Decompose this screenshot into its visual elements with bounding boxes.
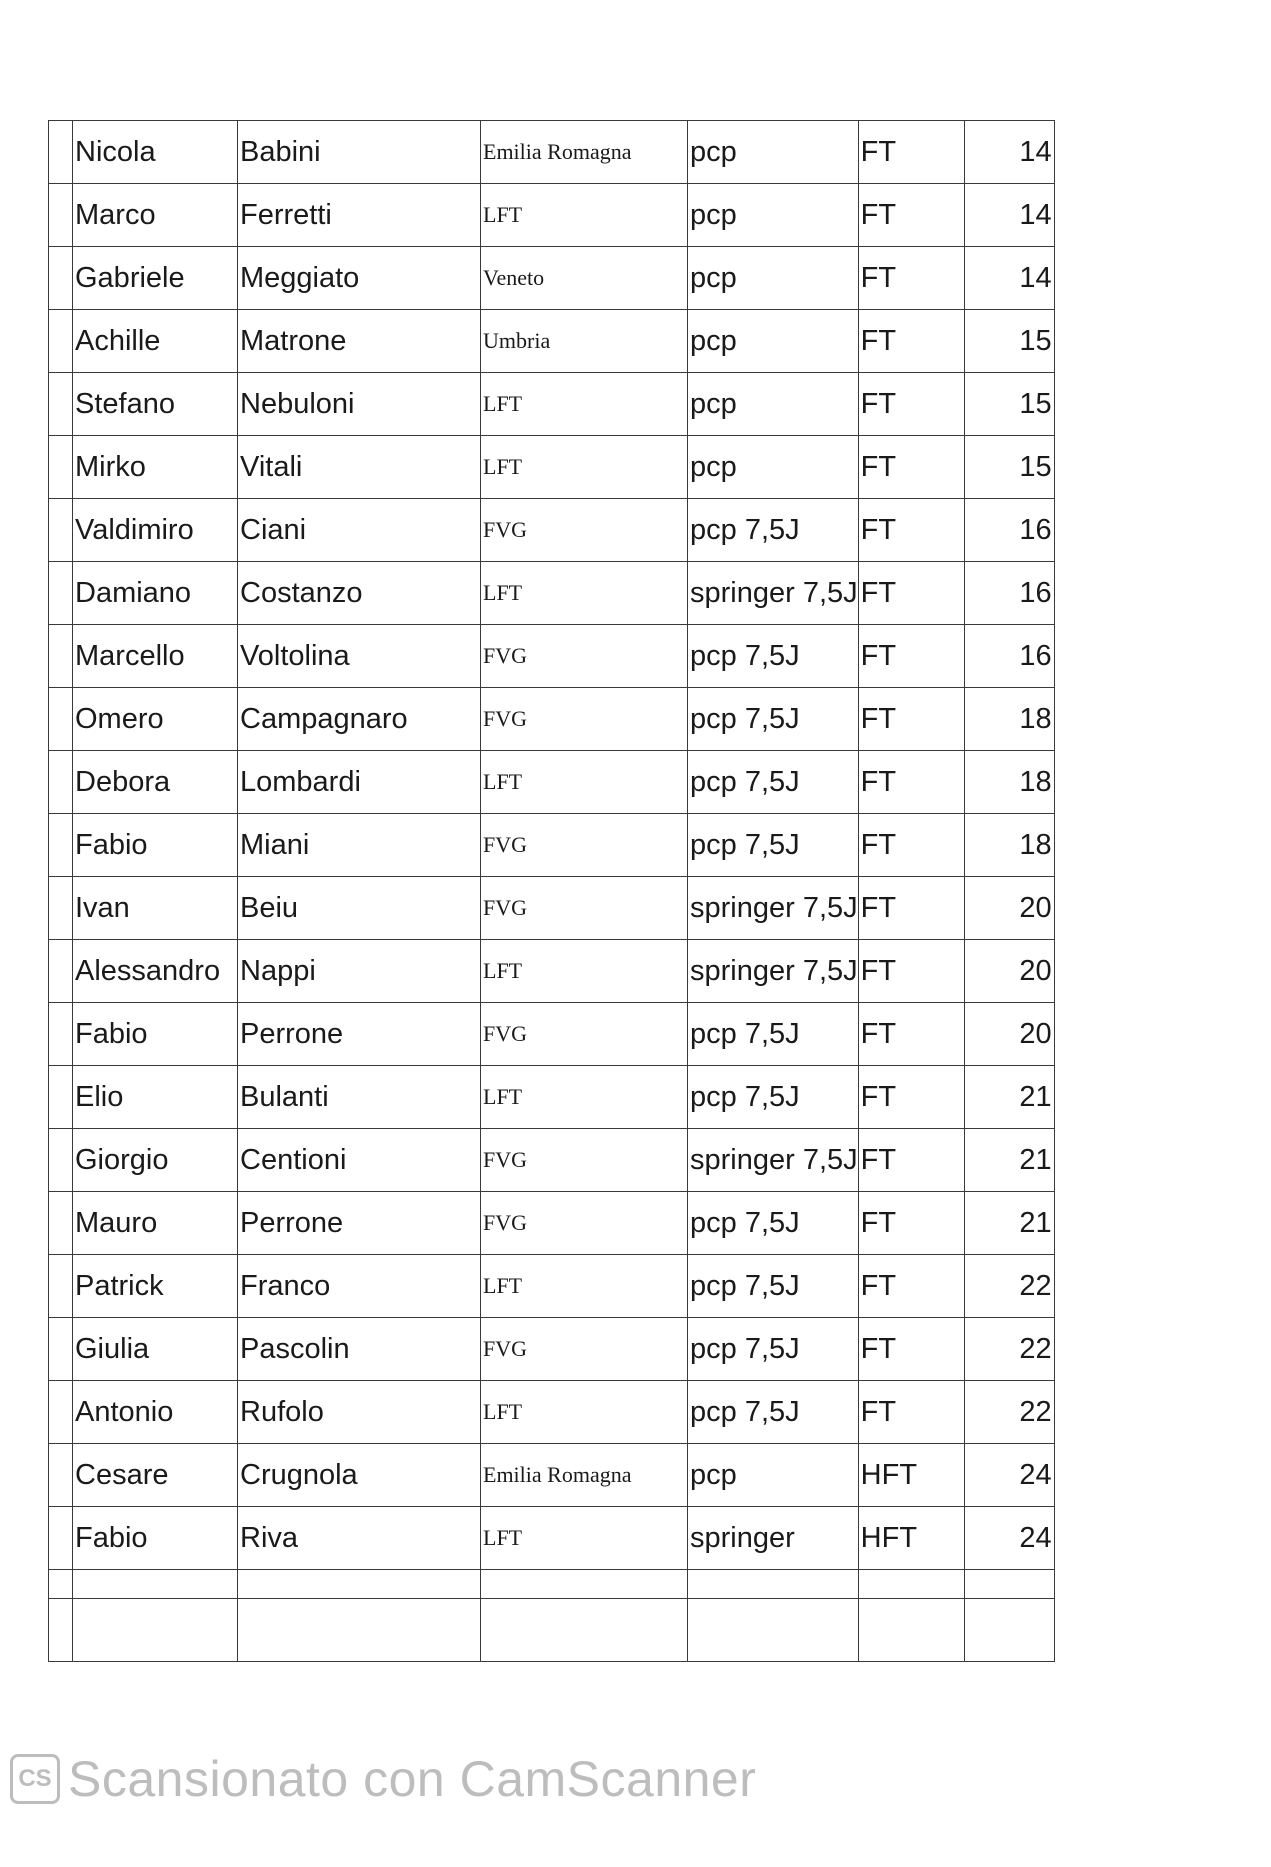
table-row [49, 373, 1055, 436]
first-name-cell: Alessandro [73, 940, 238, 1003]
table-row [49, 1507, 1055, 1570]
index-cell [49, 247, 73, 310]
table-row [49, 1003, 1055, 1066]
table-row [49, 1381, 1055, 1444]
weapon-cell: pcp [688, 184, 859, 247]
table-row [49, 247, 1055, 310]
weapon-cell: pcp [688, 247, 859, 310]
first-name-cell: Marcello [73, 625, 238, 688]
index-cell [49, 751, 73, 814]
weapon-cell: pcp 7,5J [688, 688, 859, 751]
value-cell: 15 [964, 310, 1054, 373]
weapon-cell: springer 7,5J [688, 877, 859, 940]
index-cell [49, 1507, 73, 1570]
index-cell [49, 184, 73, 247]
index-cell [49, 310, 73, 373]
watermark-text: Scansionato con CamScanner [68, 1751, 757, 1807]
last-name-cell: Ferretti [238, 184, 481, 247]
results-table [48, 120, 1055, 1662]
value-cell: 24 [964, 1444, 1054, 1507]
last-name-cell: Perrone [238, 1192, 481, 1255]
category-cell: FT [858, 184, 964, 247]
region-cell: LFT [481, 562, 688, 625]
empty-cell [688, 1570, 859, 1599]
camscanner-logo-icon: CS [10, 1754, 60, 1804]
table-row [49, 1255, 1055, 1318]
last-name-cell: Beiu [238, 877, 481, 940]
weapon-cell: pcp 7,5J [688, 1066, 859, 1129]
value-cell: 20 [964, 940, 1054, 1003]
first-name-cell: Omero [73, 688, 238, 751]
region-cell: Emilia Romagna [481, 1444, 688, 1507]
category-cell: FT [858, 625, 964, 688]
table-body [49, 121, 1055, 1662]
region-cell: LFT [481, 184, 688, 247]
empty-row [49, 1570, 1055, 1599]
first-name-cell: Fabio [73, 1507, 238, 1570]
category-cell: FT [858, 751, 964, 814]
first-name-cell: Damiano [73, 562, 238, 625]
last-name-cell: Ciani [238, 499, 481, 562]
value-cell: 14 [964, 247, 1054, 310]
category-cell: FT [858, 1255, 964, 1318]
empty-cell [49, 1599, 73, 1662]
last-name-cell: Centioni [238, 1129, 481, 1192]
first-name-cell: Giulia [73, 1318, 238, 1381]
value-cell: 22 [964, 1318, 1054, 1381]
index-cell [49, 877, 73, 940]
index-cell [49, 562, 73, 625]
index-cell [49, 814, 73, 877]
category-cell: FT [858, 688, 964, 751]
last-name-cell: Voltolina [238, 625, 481, 688]
empty-row [49, 1599, 1055, 1662]
empty-cell [73, 1599, 238, 1662]
index-cell [49, 625, 73, 688]
region-cell: FVG [481, 877, 688, 940]
last-name-cell: Rufolo [238, 1381, 481, 1444]
last-name-cell: Perrone [238, 1003, 481, 1066]
first-name-cell: Marco [73, 184, 238, 247]
value-cell: 15 [964, 373, 1054, 436]
category-cell: FT [858, 499, 964, 562]
last-name-cell: Meggiato [238, 247, 481, 310]
last-name-cell: Campagnaro [238, 688, 481, 751]
region-cell: FVG [481, 1318, 688, 1381]
first-name-cell: Mirko [73, 436, 238, 499]
weapon-cell: pcp [688, 310, 859, 373]
value-cell: 18 [964, 688, 1054, 751]
first-name-cell: Stefano [73, 373, 238, 436]
value-cell: 20 [964, 877, 1054, 940]
empty-cell [858, 1570, 964, 1599]
first-name-cell: Gabriele [73, 247, 238, 310]
table-row [49, 814, 1055, 877]
region-cell: LFT [481, 1381, 688, 1444]
first-name-cell: Patrick [73, 1255, 238, 1318]
last-name-cell: Costanzo [238, 562, 481, 625]
category-cell: FT [858, 373, 964, 436]
index-cell [49, 1318, 73, 1381]
category-cell: FT [858, 562, 964, 625]
value-cell: 14 [964, 184, 1054, 247]
value-cell: 22 [964, 1381, 1054, 1444]
first-name-cell: Achille [73, 310, 238, 373]
index-cell [49, 373, 73, 436]
category-cell: FT [858, 1066, 964, 1129]
weapon-cell: pcp 7,5J [688, 1381, 859, 1444]
table-row [49, 121, 1055, 184]
weapon-cell: pcp 7,5J [688, 1255, 859, 1318]
category-cell: FT [858, 1129, 964, 1192]
first-name-cell: Valdimiro [73, 499, 238, 562]
last-name-cell: Babini [238, 121, 481, 184]
weapon-cell: pcp [688, 436, 859, 499]
index-cell [49, 1444, 73, 1507]
category-cell: FT [858, 814, 964, 877]
first-name-cell: Mauro [73, 1192, 238, 1255]
value-cell: 15 [964, 436, 1054, 499]
weapon-cell: pcp 7,5J [688, 1192, 859, 1255]
empty-cell [688, 1599, 859, 1662]
index-cell [49, 499, 73, 562]
empty-cell [481, 1599, 688, 1662]
last-name-cell: Vitali [238, 436, 481, 499]
last-name-cell: Nappi [238, 940, 481, 1003]
last-name-cell: Crugnola [238, 1444, 481, 1507]
category-cell: FT [858, 1381, 964, 1444]
first-name-cell: Giorgio [73, 1129, 238, 1192]
value-cell: 16 [964, 499, 1054, 562]
first-name-cell: Fabio [73, 1003, 238, 1066]
value-cell: 21 [964, 1129, 1054, 1192]
last-name-cell: Miani [238, 814, 481, 877]
table-row [49, 436, 1055, 499]
last-name-cell: Bulanti [238, 1066, 481, 1129]
region-cell: FVG [481, 814, 688, 877]
weapon-cell: pcp 7,5J [688, 751, 859, 814]
empty-cell [73, 1570, 238, 1599]
value-cell: 16 [964, 625, 1054, 688]
region-cell: Umbria [481, 310, 688, 373]
category-cell: HFT [858, 1507, 964, 1570]
table-row [49, 310, 1055, 373]
weapon-cell: pcp [688, 373, 859, 436]
first-name-cell: Ivan [73, 877, 238, 940]
index-cell [49, 121, 73, 184]
region-cell: FVG [481, 499, 688, 562]
category-cell: FT [858, 1318, 964, 1381]
last-name-cell: Pascolin [238, 1318, 481, 1381]
region-cell: LFT [481, 1066, 688, 1129]
last-name-cell: Riva [238, 1507, 481, 1570]
first-name-cell: Cesare [73, 1444, 238, 1507]
region-cell: LFT [481, 436, 688, 499]
last-name-cell: Franco [238, 1255, 481, 1318]
value-cell: 20 [964, 1003, 1054, 1066]
table-row [49, 1066, 1055, 1129]
weapon-cell: springer [688, 1507, 859, 1570]
region-cell: FVG [481, 625, 688, 688]
last-name-cell: Lombardi [238, 751, 481, 814]
weapon-cell: pcp 7,5J [688, 1003, 859, 1066]
value-cell: 21 [964, 1192, 1054, 1255]
index-cell [49, 1381, 73, 1444]
category-cell: FT [858, 1192, 964, 1255]
value-cell: 24 [964, 1507, 1054, 1570]
value-cell: 22 [964, 1255, 1054, 1318]
region-cell: Veneto [481, 247, 688, 310]
index-cell [49, 940, 73, 1003]
table-row [49, 751, 1055, 814]
last-name-cell: Nebuloni [238, 373, 481, 436]
weapon-cell: pcp 7,5J [688, 814, 859, 877]
empty-cell [964, 1570, 1054, 1599]
first-name-cell: Debora [73, 751, 238, 814]
value-cell: 14 [964, 121, 1054, 184]
category-cell: FT [858, 310, 964, 373]
empty-cell [964, 1599, 1054, 1662]
camscanner-watermark [10, 1750, 756, 1808]
table-row [49, 499, 1055, 562]
index-cell [49, 1129, 73, 1192]
index-cell [49, 688, 73, 751]
first-name-cell: Fabio [73, 814, 238, 877]
value-cell: 21 [964, 1066, 1054, 1129]
weapon-cell: springer 7,5J [688, 940, 859, 1003]
region-cell: LFT [481, 373, 688, 436]
value-cell: 18 [964, 814, 1054, 877]
index-cell [49, 1255, 73, 1318]
index-cell [49, 1003, 73, 1066]
table-row [49, 688, 1055, 751]
value-cell: 18 [964, 751, 1054, 814]
table-row [49, 625, 1055, 688]
category-cell: HFT [858, 1444, 964, 1507]
table-row [49, 184, 1055, 247]
index-cell [49, 1066, 73, 1129]
region-cell: LFT [481, 1255, 688, 1318]
table-row [49, 877, 1055, 940]
region-cell: FVG [481, 1192, 688, 1255]
empty-cell [238, 1599, 481, 1662]
value-cell: 16 [964, 562, 1054, 625]
index-cell [49, 436, 73, 499]
category-cell: FT [858, 1003, 964, 1066]
table-row [49, 1192, 1055, 1255]
empty-cell [481, 1570, 688, 1599]
region-cell: FVG [481, 1003, 688, 1066]
region-cell: LFT [481, 751, 688, 814]
first-name-cell: Antonio [73, 1381, 238, 1444]
table-row [49, 1444, 1055, 1507]
region-cell: LFT [481, 940, 688, 1003]
category-cell: FT [858, 436, 964, 499]
first-name-cell: Nicola [73, 121, 238, 184]
weapon-cell: pcp [688, 121, 859, 184]
region-cell: FVG [481, 1129, 688, 1192]
region-cell: FVG [481, 688, 688, 751]
table-row [49, 1129, 1055, 1192]
first-name-cell: Elio [73, 1066, 238, 1129]
region-cell: Emilia Romagna [481, 121, 688, 184]
weapon-cell: pcp 7,5J [688, 499, 859, 562]
region-cell: LFT [481, 1507, 688, 1570]
last-name-cell: Matrone [238, 310, 481, 373]
weapon-cell: pcp [688, 1444, 859, 1507]
weapon-cell: pcp 7,5J [688, 625, 859, 688]
table-row [49, 1318, 1055, 1381]
category-cell: FT [858, 121, 964, 184]
weapon-cell: springer 7,5J [688, 562, 859, 625]
category-cell: FT [858, 247, 964, 310]
empty-cell [49, 1570, 73, 1599]
category-cell: FT [858, 940, 964, 1003]
weapon-cell: springer 7,5J [688, 1129, 859, 1192]
table-row [49, 562, 1055, 625]
empty-cell [238, 1570, 481, 1599]
index-cell [49, 1192, 73, 1255]
weapon-cell: pcp 7,5J [688, 1318, 859, 1381]
table-row [49, 940, 1055, 1003]
category-cell: FT [858, 877, 964, 940]
empty-cell [858, 1599, 964, 1662]
